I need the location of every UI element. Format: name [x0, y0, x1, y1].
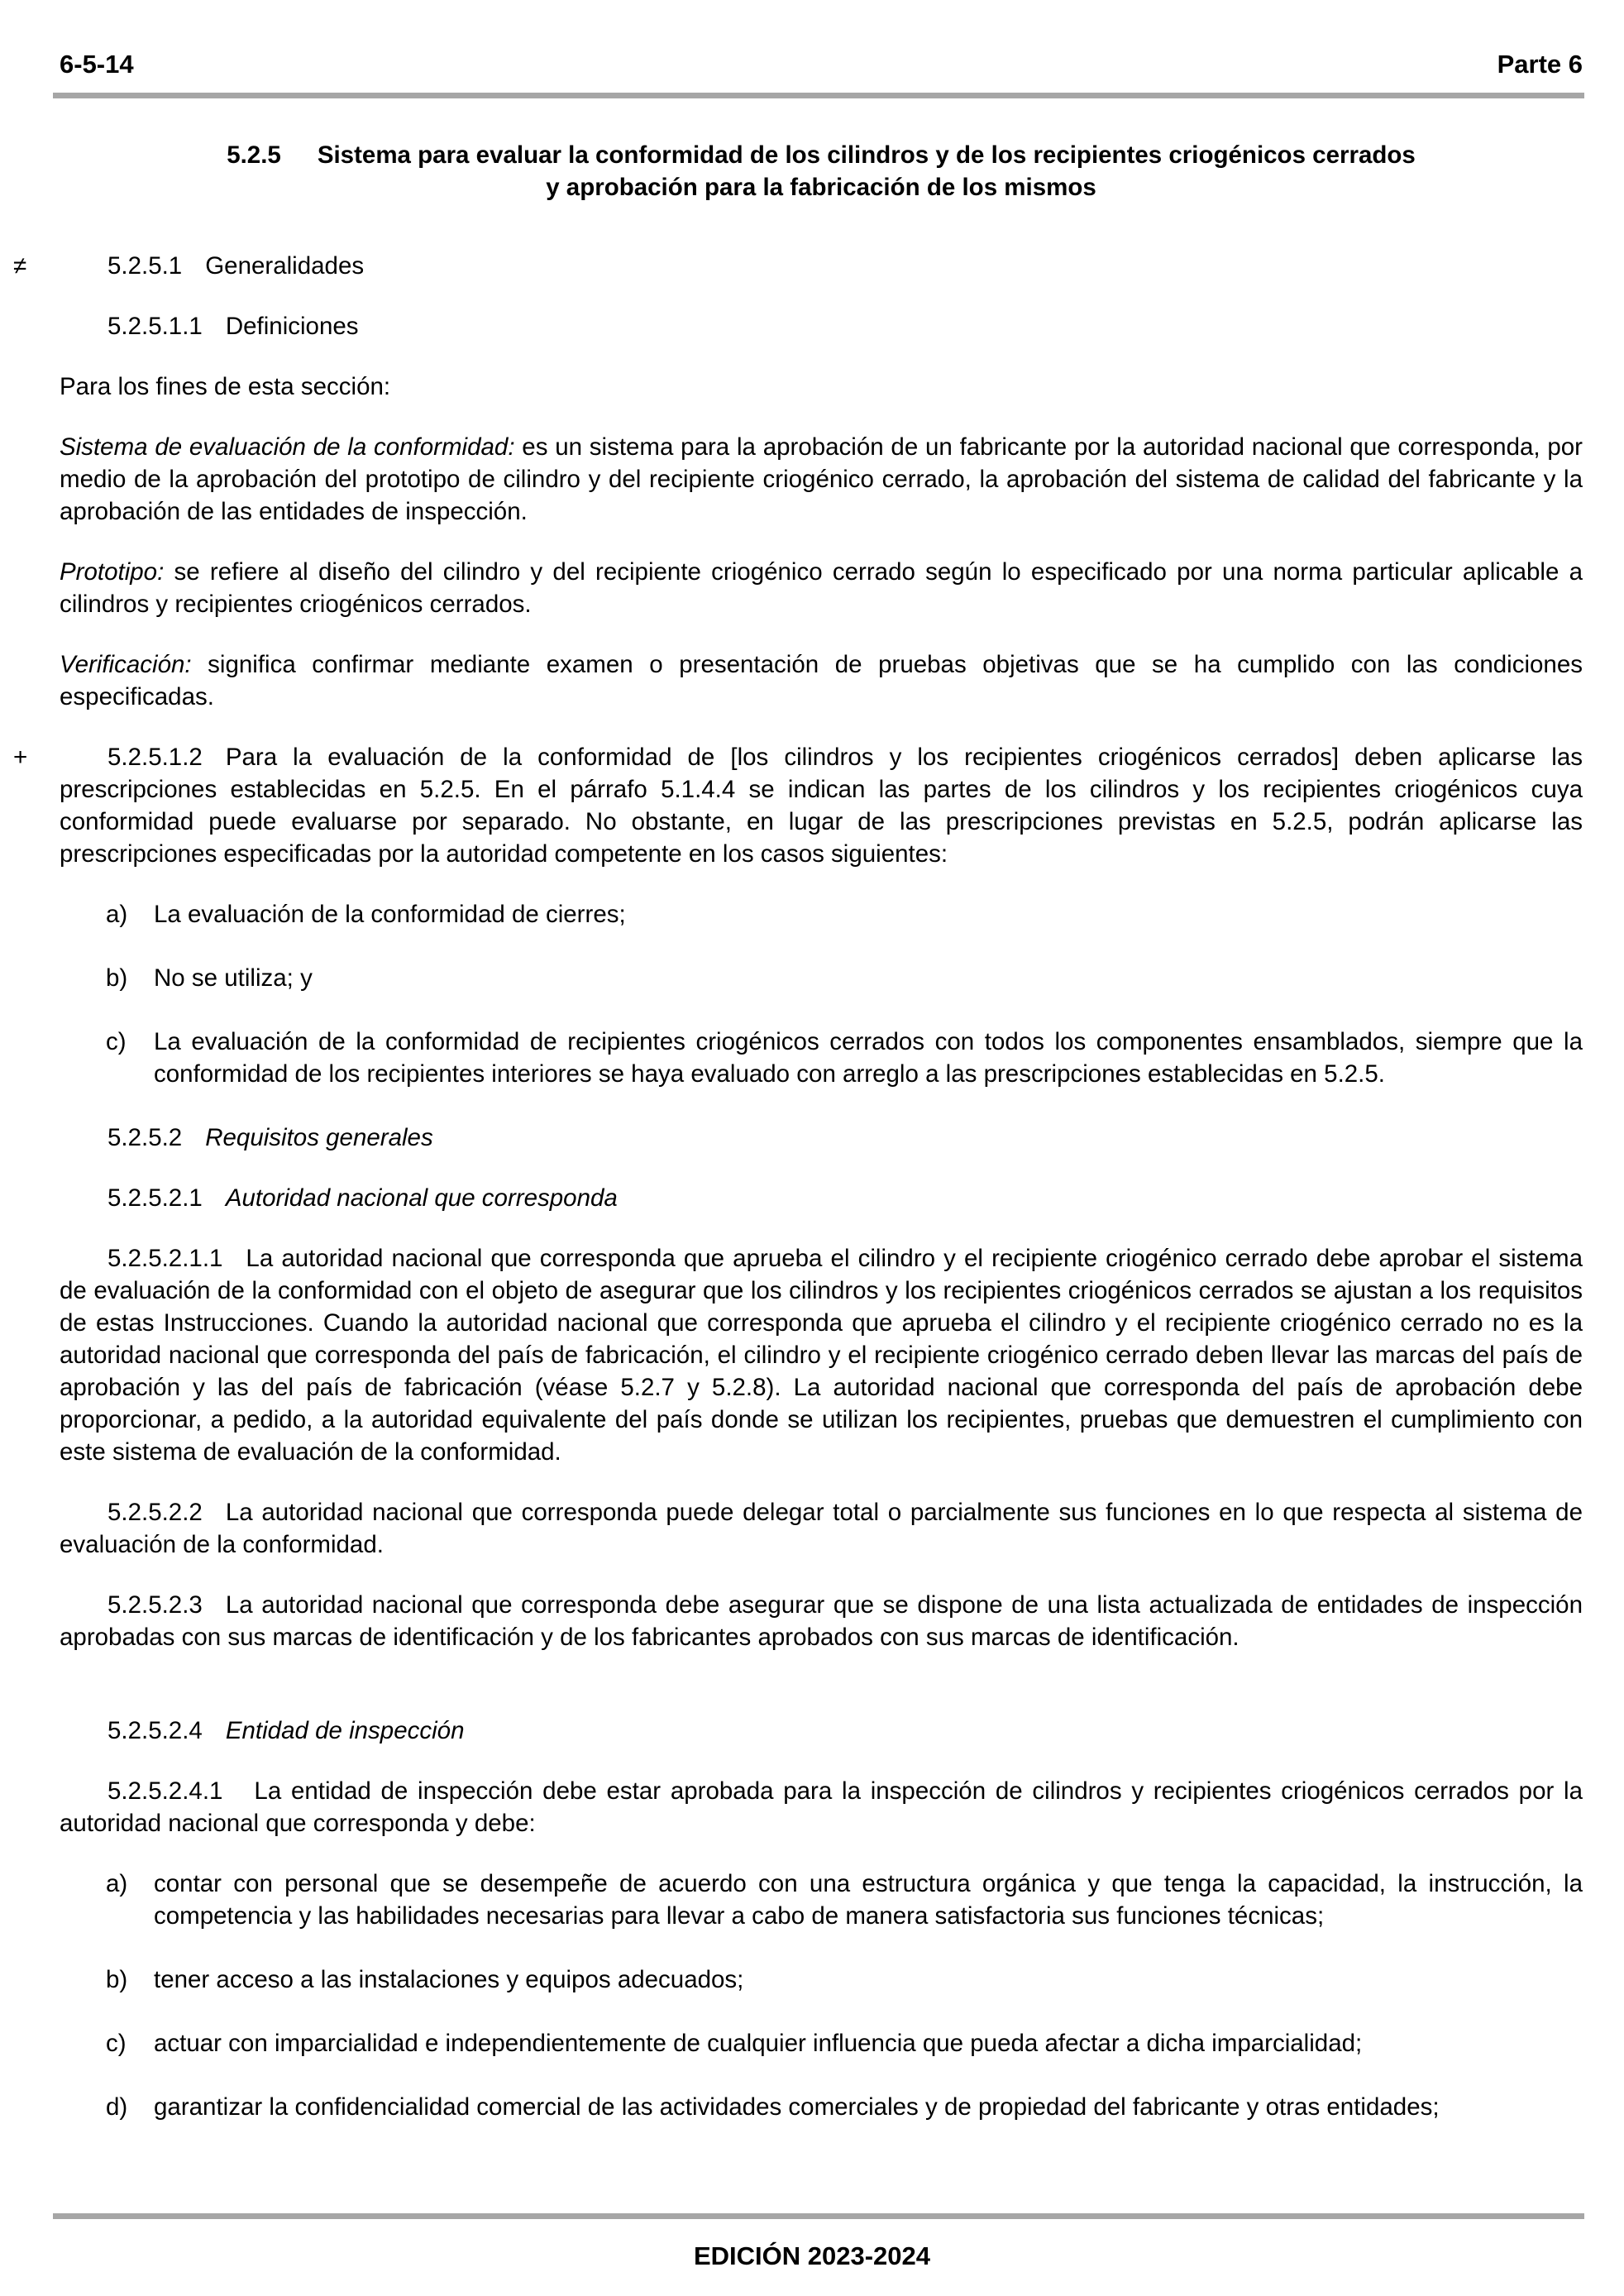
list-item	[60, 962, 1583, 994]
list-text: La evaluación de la conformidad de recipientes criogénicos cerrados con todos los componentes ensamblados, siempre que la conformidad de los recipientes interiores se haya evaluado con arreglo a las prescripciones establecidas en 5.2.5.	[154, 1028, 1583, 1088]
paragraph-number: 5.2.5.2.1.1	[107, 1245, 223, 1272]
page-number: 6-5-14	[60, 50, 134, 79]
definition-text: es un sistema para la aprobación de un fabricante por la autoridad nacional que corresponda, por medio de la aprobación del prototipo de cilindro y del recipiente criogénico cerrado, la aprobación del sistema de calidad del fabricante y la aprobación de las entidades de inspección.	[60, 433, 1583, 525]
paragraph-text: La autoridad nacional que corresponda que aprueba el cilindro y el recipiente criogénico cerrado debe aprobar el sistema de evaluación de la conformidad con el objeto de asegurar que los cilindros y los recipientes criogénicos cerrados se ajustan a los requisitos de estas Instrucciones. Cuando la autoridad nacional que corresponda que aprueba el cilindro y el recipiente criogénico cerrado no es la autoridad nacional que corresponda del país de fabricación, el cilindro y el recipiente criogénico cerrado deben llevar las marcas del país de aprobación y las del país de fabricación (véase 5.2.7 y 5.2.8). La autoridad nacional que corresponda del país de aprobación debe proporcionar, a pedido, a la autoridad equivalente del país donde se utilizan los recipientes, pruebas que demuestren el cumplimiento con este sistema de evaluación de la conformidad.	[60, 1245, 1583, 1466]
list-item	[60, 898, 1583, 930]
definition-text: se refiere al diseño del cilindro y del recipiente criogénico cerrado según lo especificado por una norma particular aplicable a cilindros y recipientes criogénicos cerrados.	[60, 558, 1583, 618]
list-item	[60, 2027, 1583, 2059]
subsection-entidad	[60, 1715, 1583, 1747]
subsection-title: Definiciones	[225, 313, 359, 340]
title-line-2: y aprobación para la fabricación de los mismos	[546, 174, 1096, 201]
section-number: 5.2.5	[227, 141, 281, 169]
change-marker-plus: +	[13, 744, 28, 771]
list-label: d)	[106, 2093, 128, 2121]
subsection-requisitos	[60, 1122, 1583, 1154]
subsection-number: 5.2.5.1.1	[107, 313, 203, 340]
subsection-definiciones	[60, 310, 1583, 342]
edition-footer: EDICIÓN 2023-2024	[693, 2241, 931, 2270]
paragraph-number: 5.2.5.2.2	[107, 1499, 203, 1526]
subsection-autoridad	[60, 1182, 1583, 1214]
document-body	[13, 139, 1583, 2155]
definition-verificacion	[60, 648, 1583, 713]
list-label: c)	[106, 1028, 127, 1055]
intro-paragraph: Para los fines de esta sección:	[60, 373, 391, 400]
list-text: garantizar la confidencialidad comercial de las actividades comerciales y de propiedad del fabricante y otras entidades;	[154, 2093, 1440, 2121]
paragraph-5-2-5-2-3	[60, 1589, 1583, 1653]
subsection-number: 5.2.5.2	[107, 1124, 183, 1151]
paragraph-text: La autoridad nacional que corresponda puede delegar total o parcialmente sus funciones en lo que respecta al sistema de evaluación de la conformidad.	[60, 1499, 1583, 1558]
paragraph-text: La entidad de inspección debe estar aprobada para la inspección de cilindros y recipientes criogénicos cerrados por la autoridad nacional que corresponda y debe:	[60, 1777, 1583, 1837]
subsection-generalidades	[13, 250, 1583, 282]
footer-rule	[53, 2213, 1584, 2219]
list-item	[60, 1868, 1583, 1932]
paragraph-5-2-5-1-2	[13, 741, 1583, 870]
definition-term: Prototipo:	[60, 558, 165, 586]
definition-sistema	[60, 431, 1583, 528]
list-label: b)	[106, 964, 128, 992]
list-label: c)	[106, 2030, 127, 2057]
definition-term: Sistema de evaluación de la conformidad:	[60, 433, 515, 461]
list-label: b)	[106, 1966, 128, 1993]
paragraph-5-2-5-2-4-1	[60, 1775, 1583, 1839]
list-text: No se utiliza; y	[154, 964, 313, 992]
paragraph-5-2-5-2-2	[60, 1496, 1583, 1561]
subsection-number: 5.2.5.2.4	[107, 1717, 203, 1744]
title-line-1: Sistema para evaluar la conformidad de los cilindros y de los recipientes criogénicos cerrados	[317, 141, 1416, 169]
list-item	[60, 2091, 1583, 2123]
paragraph-5-2-5-2-1-1	[60, 1242, 1583, 1468]
paragraph-text: Para la evaluación de la conformidad de [los cilindros y los recipientes criogénicos cerrados] deben aplicarse las prescripciones establecidas en 5.2.5. En el párrafo 5.1.4.4 se indican las partes de los cilindros y los recipientes criogénicos cuya conformidad puede evaluarse por separado. No obstante, en lugar de las prescripciones previstas en 5.2.5, podrán aplicarse las prescripciones especificadas por la autoridad competente en los casos siguientes:	[60, 744, 1583, 868]
header-rule	[53, 93, 1584, 98]
subsection-title: Autoridad nacional que corresponda	[225, 1184, 618, 1212]
subsection-number: 5.2.5.2.1	[107, 1184, 203, 1212]
paragraph-text: La autoridad nacional que corresponda debe asegurar que se dispone de una lista actualizada de entidades de inspección aprobadas con sus marcas de identificación y de los fabricantes aprobados con sus marcas de identificación.	[60, 1591, 1583, 1651]
subsection-title: Generalidades	[205, 252, 365, 280]
list-text: actuar con imparcialidad e independientemente de cualquier influencia que pueda afectar a dicha imparcialidad;	[154, 2030, 1363, 2057]
list-label: a)	[106, 901, 128, 928]
definition-term: Verificación:	[60, 651, 192, 678]
subsection-number: 5.2.5.1	[107, 252, 183, 280]
list-text: tener acceso a las instalaciones y equipos adecuados;	[154, 1966, 744, 1993]
definition-prototipo	[60, 556, 1583, 620]
list-label: a)	[106, 1870, 128, 1897]
section-title	[60, 139, 1583, 203]
list-item	[60, 1026, 1583, 1090]
change-marker-ne: ≠	[13, 252, 27, 280]
paragraph-number: 5.2.5.1.2	[107, 744, 203, 771]
paragraph-number: 5.2.5.2.4.1	[107, 1777, 223, 1805]
part-label: Parte 6	[1497, 50, 1583, 79]
list-text: contar con personal que se desempeñe de acuerdo con una estructura orgánica y que tenga la capacidad, la instrucción, la competencia y las habilidades necesarias para llevar a cabo de manera satisfactoria sus funciones técnicas;	[154, 1870, 1583, 1930]
paragraph-number: 5.2.5.2.3	[107, 1591, 203, 1619]
subsection-title: Requisitos generales	[205, 1124, 433, 1151]
list-item	[60, 1964, 1583, 1996]
definition-text: significa confirmar mediante examen o presentación de pruebas objetivas que se ha cumplido con las condiciones especificadas.	[60, 651, 1583, 710]
subsection-title: Entidad de inspección	[225, 1717, 465, 1744]
list-text: La evaluación de la conformidad de cierres;	[154, 901, 626, 928]
